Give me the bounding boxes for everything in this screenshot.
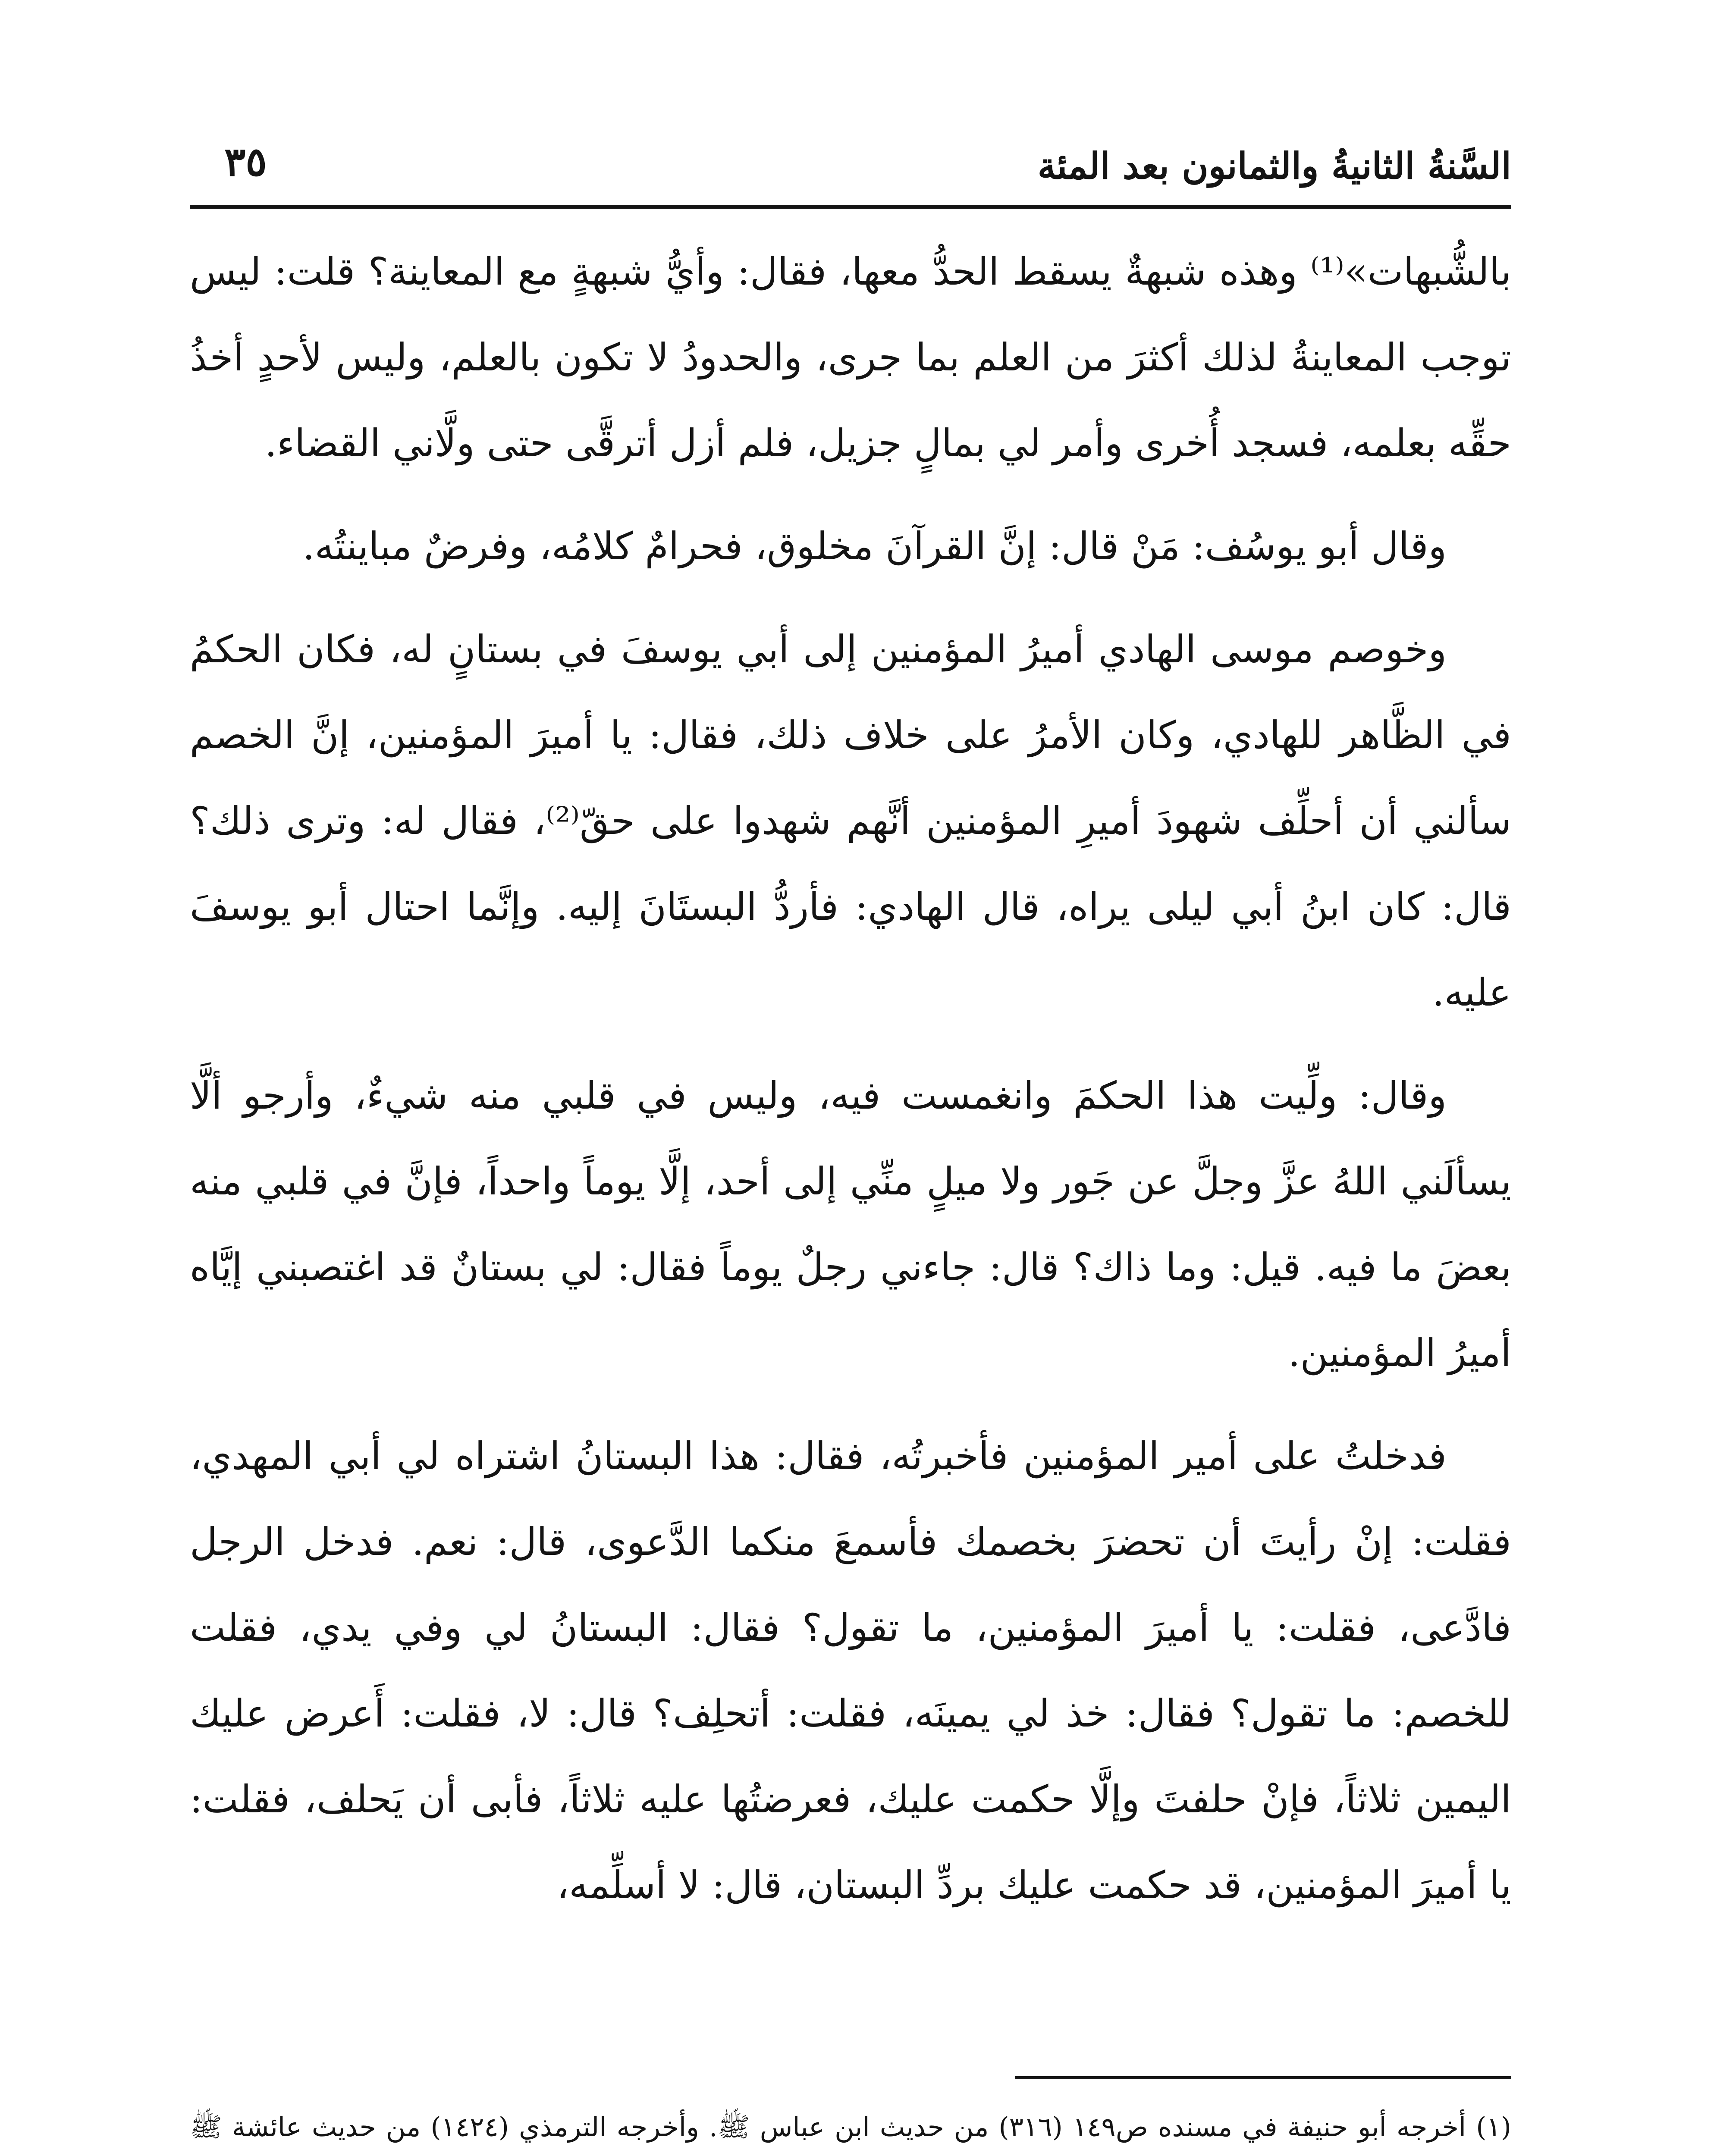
main-text — [190, 229, 1511, 1945]
page-header — [190, 125, 1511, 207]
paragraph: وخوصم موسى الهادي أميرُ المؤمنين إلى أبي يوسفَ في بستانٍ له، فكان الحكمُ في الظَّاهر للهادي، وكان الأمرُ على خلاف ذلك، فقال: يا أميرَ المؤمنين، إنَّ الخصم سألني أن أحلِّف شهودَ أميرِ المؤمنين أنَّهم شهدوا على حقّ⁽²⁾، فقال له: وترى ذلك؟ قال: كان ابنُ أبي ليلى يراه، قال الهادي: فأردُّ البستَانَ إليه. وإنَّما احتال أبو يوسفَ عليه. — [190, 627, 1512, 1015]
running-title: السَّنةُ الثانيةُ والثمانون بعد المئة — [1037, 144, 1511, 187]
paragraph: فدخلتُ على أمير المؤمنين فأخبرتُه، فقال: هذا البستانُ اشتراه لي أبي المهدي، فقلت: إنْ رأيتَ أن تحضرَ بخصمك فأسمعَ منكما الدَّعوى، قال: نعم. فدخل الرجل فادَّعى، فقلت: يا أميرَ المؤمنين، ما تقول؟ فقال: البستانُ لي وفي يدي، فقلت للخصم: ما تقول؟ فقال: خذ لي يمينَه، فقلت: أتحلِف؟ قال: لا، فقلت: أَعرض عليك اليمين ثلاثاً، فإنْ حلفتَ وإلَّا حكمت عليك، فعرضتُها عليه ثلاثاً، فأبى أن يَحلف، فقلت: يا أميرَ المؤمنين، قد حكمت عليك بردِّ البستان، قال: لا أسلِّمه، — [190, 1434, 1511, 1907]
paragraph: وقال أبو يوسُف: مَنْ قال: إنَّ القرآنَ مخلوق، فحرامٌ كلامُه، وفرضٌ مباينتُه. — [302, 524, 1447, 568]
footnote-divider — [1015, 2076, 1511, 2079]
paragraph: بالشُّبهات»⁽¹⁾ وهذه شبهةٌ يسقط الحدُّ معها، فقال: وأيُّ شبهةٍ مع المعاينة؟ قلت: ليس توجب المعاينةُ لذلك أكثرَ من العلم بما جرى، والحدودُ لا تكون بالعلم، وليس لأحدٍ أخذُ حقِّه بعلمه، فسجد أُخرى وأمر لي بمالٍ جزيل، فلم أزل أترقَّى حتى ولَّاني القضاء. — [190, 249, 1511, 465]
footnote: (١) أخرجه أبو حنيفة في مسنده ص١٤٩ (٣١٦) من حديث ابن عباس ﷺ. وأخرجه الترمذي (١٤٢٤) من حديث عائشة ﷺ — [190, 2111, 1511, 2143]
paragraph: وقال: ولِّيت هذا الحكمَ وانغمست فيه، وليس في قلبي منه شيءٌ، وأرجو ألَّا يسألَني اللهُ عزَّ وجلَّ عن جَور ولا ميلٍ منِّي إلى أحد، إلَّا يوماً واحداً، فإنَّ في قلبي منه بعضَ ما فيه. قيل: وما ذاك؟ قال: جاءني رجلٌ يوماً فقال: لي بستانٌ قد اغتصبني إيَّاه أميرُ المؤمنين. — [190, 1073, 1511, 1375]
header-divider — [190, 205, 1511, 209]
footnotes — [190, 2096, 1511, 2156]
page-number: ٣٥ — [224, 138, 267, 185]
